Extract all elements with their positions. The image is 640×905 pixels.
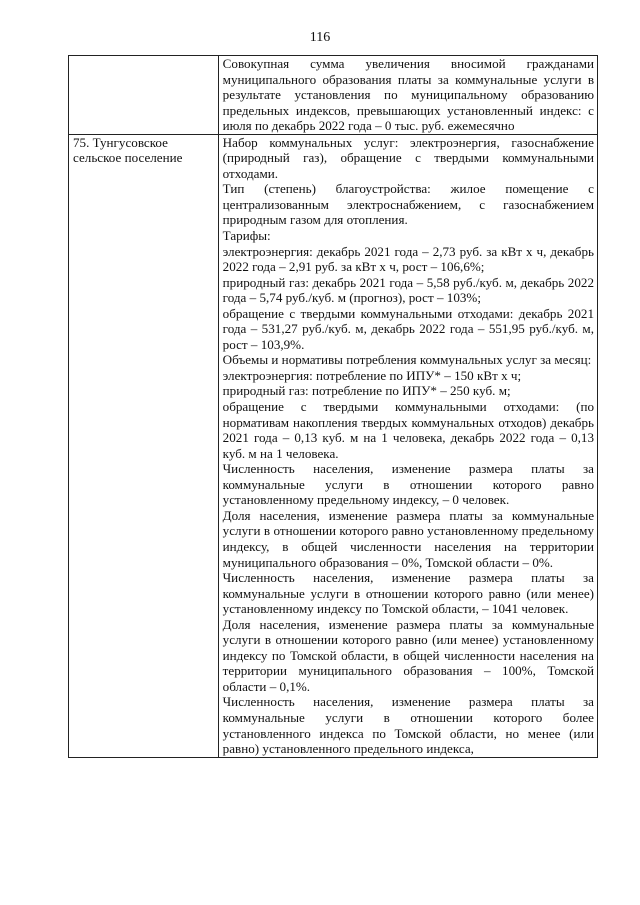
paragraph: Численность населения, изменение размера платы за коммунальные услуги в отношении которого равно (или менее) установленному индексу по Томской области, – 1041 человек. (222, 570, 594, 617)
description-cell (218, 56, 597, 135)
page-number: 116 (309, 30, 331, 45)
paragraph: Доля населения, изменение размера платы за коммунальные услуги в отношении которого равно установленному предельному индексу, в общей численности населения на территории муниципального образования – 0%, Томской области – 0%. (222, 507, 594, 570)
description-cell (218, 134, 597, 757)
paragraph: Набор коммунальных услуг: электроэнергия, газоснабжение (природный газ), обращение с твердыми коммунальными отходами. (222, 134, 594, 181)
paragraph: Тип (степень) благоустройства: жилое помещение с централизованным электроснабжением, с газоснабжением природным газом для отопления. (222, 181, 594, 228)
paragraph: обращение с твердыми коммунальными отходами: декабрь 2021 года – 531,27 руб./куб. м, декабрь 2022 года – 551,95 руб./куб. м, рост – 103,9%. (222, 305, 594, 352)
paragraph: природный газ: декабрь 2021 года – 5,58 руб./куб. м, декабрь 2022 года – 5,74 руб./куб. м (прогноз), рост – 103%; (222, 274, 594, 306)
paragraph: Тарифы: (222, 228, 271, 244)
table-row (69, 134, 598, 757)
paragraph: Численность населения, изменение размера платы за коммунальные услуги в отношении которого более установленного индекса по Томской области, но менее (или равно) установленного предельного индекса, (222, 694, 594, 757)
paragraph: Объемы и нормативы потребления коммунальных услуг за месяц: (222, 352, 592, 368)
paragraph: Совокупная сумма увеличения вносимой гражданами муниципального образования платы за коммунальные услуги в результате установления по муниципальному образованию предельных индексов, превышающих установленный индекс: с июля по декабрь 2022 года – 0 тыс. руб. ежемесячно (222, 56, 594, 134)
paragraph: Численность населения, изменение размера платы за коммунальные услуги в отношении которого равно установленному предельному индексу, – 0 человек. (222, 461, 594, 508)
municipality-cell (69, 56, 219, 135)
paragraph: обращение с твердыми коммунальными отходами: (по нормативам накопления твердых коммунальных отходов) декабрь 2021 года – 0,13 куб. м на 1 человека, декабрь 2022 года – 0,13 куб. м на 1 человека. (222, 399, 594, 461)
paragraph: электроэнергия: потребление по ИПУ* – 150 кВт х ч; (222, 367, 522, 383)
document-table (68, 55, 598, 758)
paragraph: Доля населения, изменение размера платы за коммунальные услуги в отношении которого равно (или менее) установленному индексу по Томской области, в общей численности населения на территории муниципального образования – 100%, Томской области – 0,1%. (222, 616, 594, 694)
paragraph: природный газ: потребление по ИПУ* – 250 куб. м; (222, 383, 511, 399)
table-row (69, 56, 598, 135)
municipality-cell (69, 134, 219, 757)
paragraph: электроэнергия: декабрь 2021 года – 2,73 руб. за кВт х ч, декабрь 2022 года – 2,91 руб. за кВт х ч, рост – 106,6%; (222, 243, 594, 275)
municipality-name: 75. Тунгусовское сельское поселение (73, 134, 183, 166)
